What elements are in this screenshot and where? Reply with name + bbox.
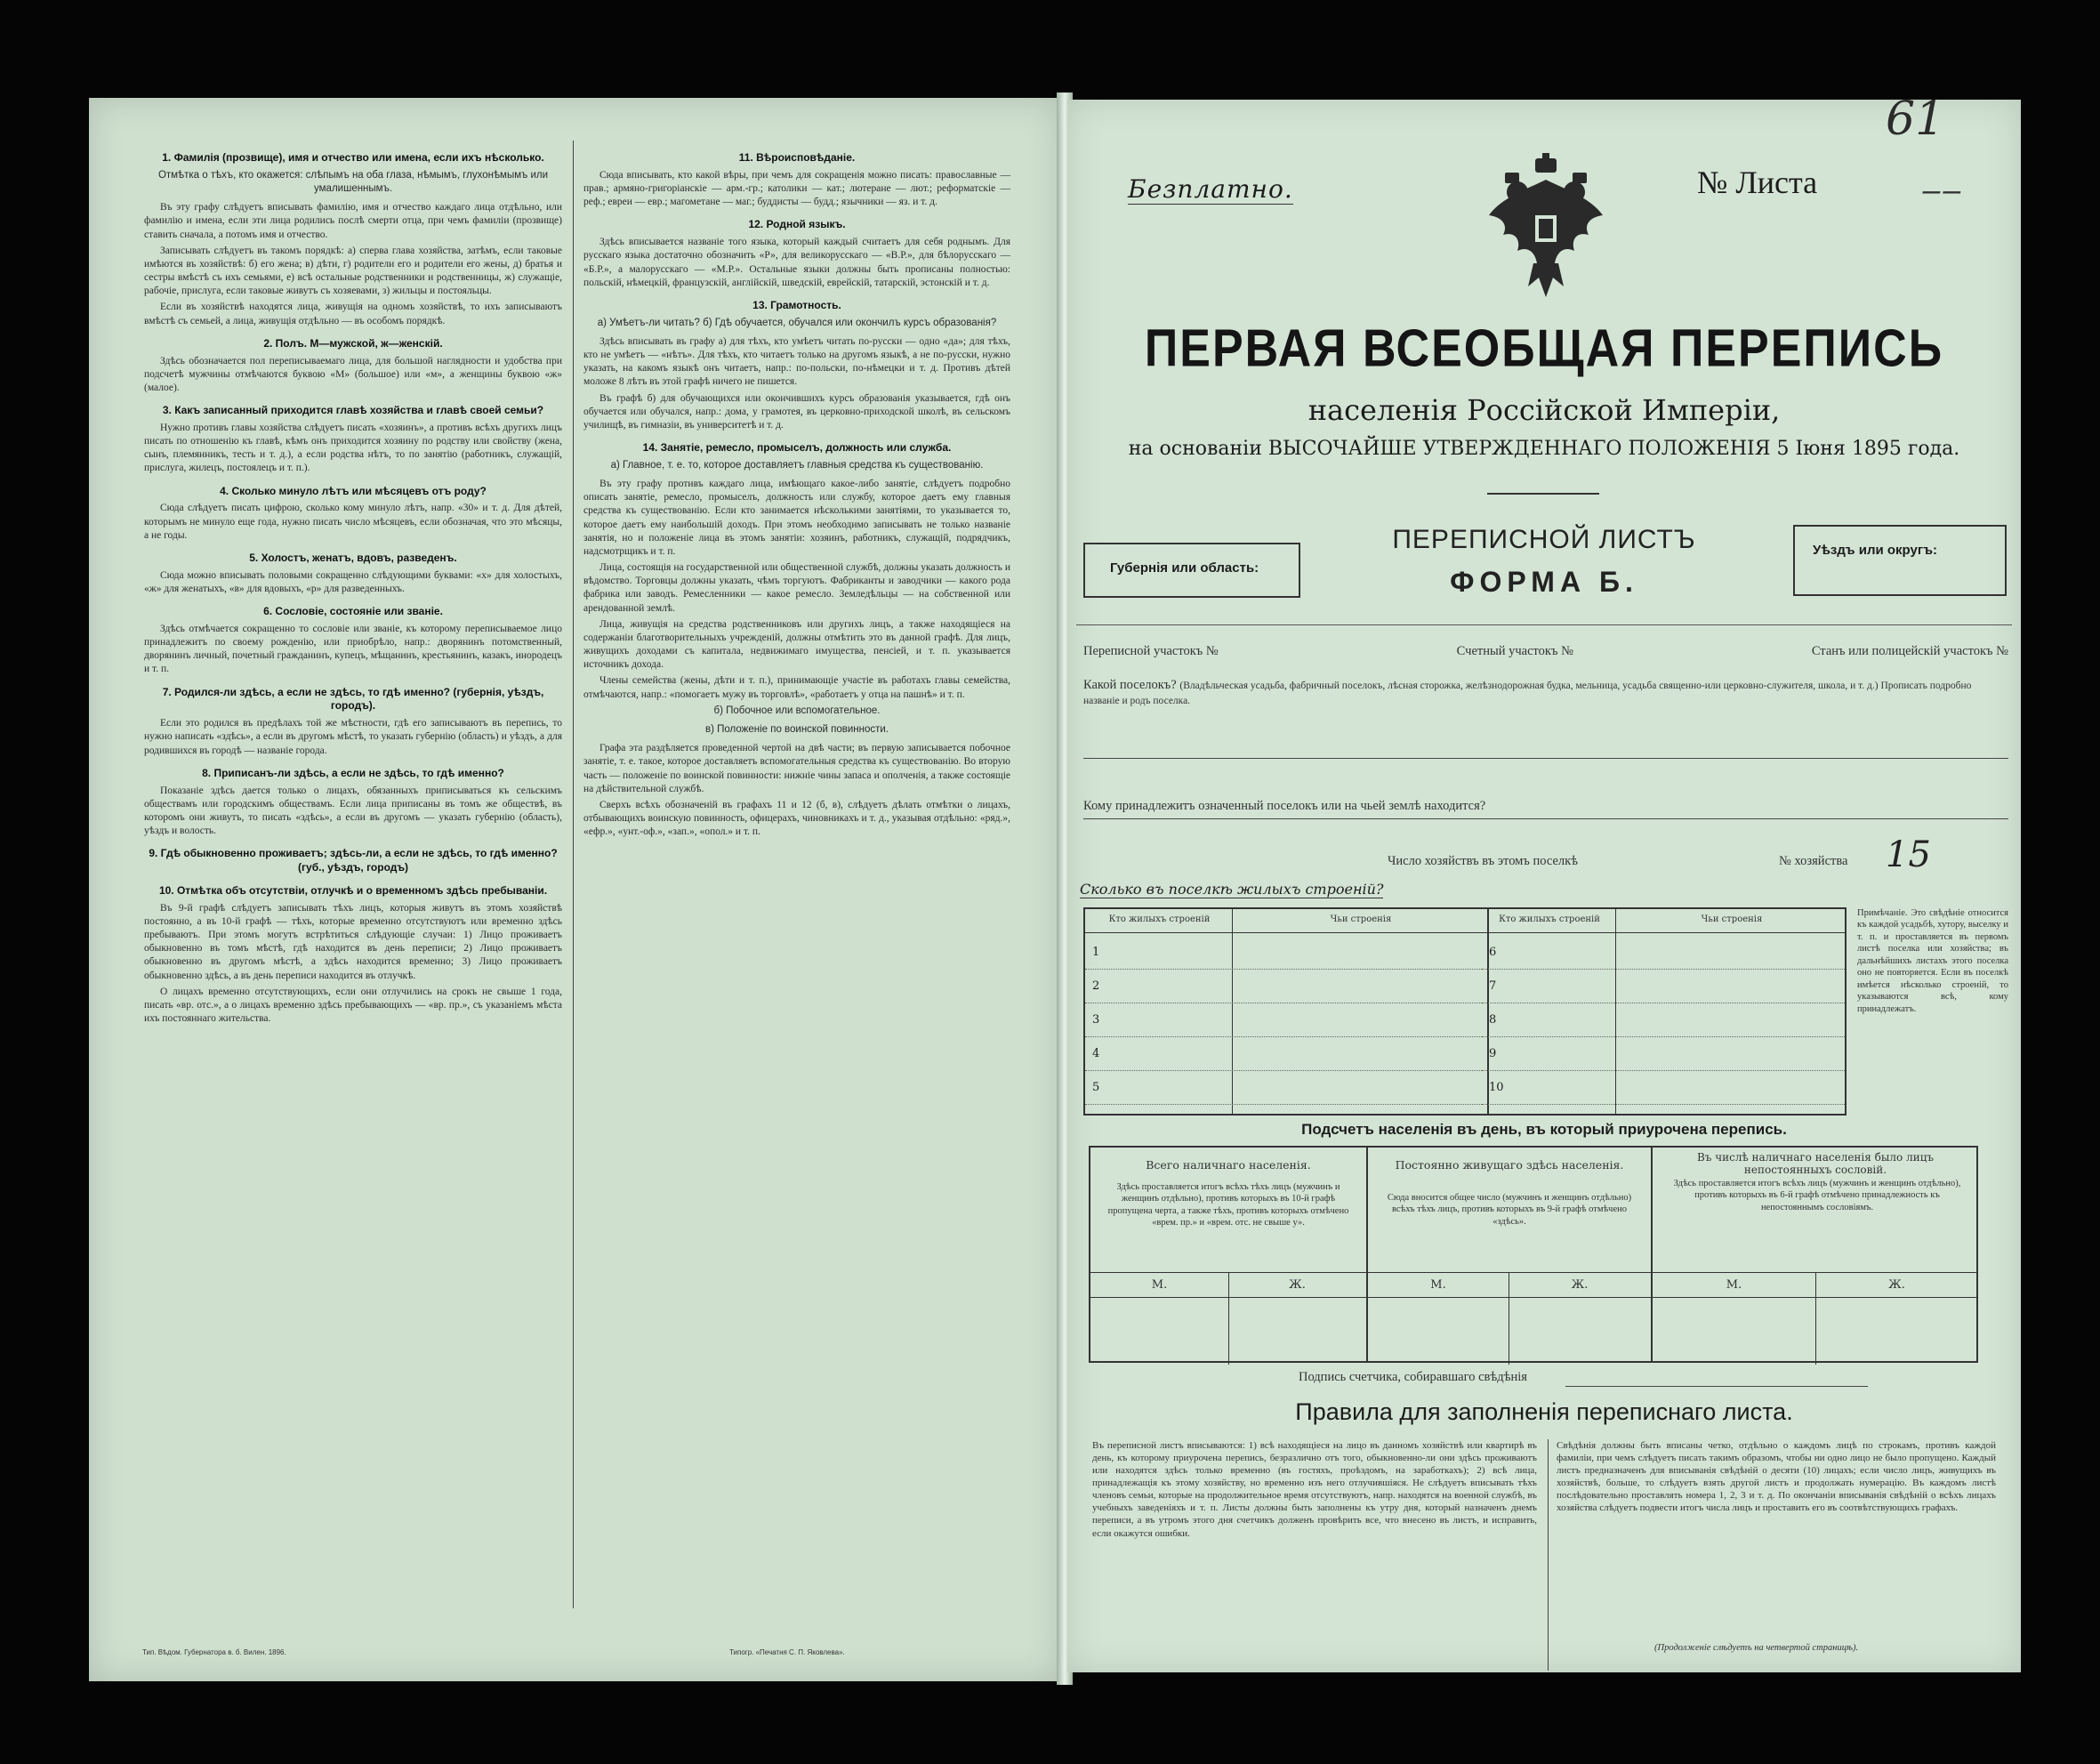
rules-text-right: Свѣдѣнія должны быть вписаны четко, отдѣльно о каждомъ лицѣ по строкамъ, противъ каждой фамиліи, при чемъ слѣдуетъ писать такимъ образомъ, чтобы ни одно лицо не было пропущено. Каждый листъ предназначенъ для вписыванія свѣдѣній о десяти (10) лицахъ; если число лицъ, живущихъ въ хозяйствѣ, больше, то слѣдуетъ взять другой листъ и продолжать нумерацію. Въ каждомъ листѣ послѣдовательно проставлять номера 1, 2, 3 и т. д. По окончаніи вписыванія свѣдѣній о всѣхъ лицахъ хозяйства слѣдуетъ подвести итогъ числа лицъ и проставить его въ соотвѣтствующихъ графахъ. (1557, 1440, 1996, 1514)
section-paragraph: Сюда слѣдуетъ писать цифрою, сколько кому минуло лѣтъ, напр. «30» и т. д. Для дѣтей, которымъ не минуло еще года, нужно писать число мѣсяцевъ, если обозначая, что это мѣсяцы, а не годы. (144, 503, 562, 541)
households-label: Число хозяйствъ въ этомъ поселкѣ (1388, 854, 1579, 868)
section-paragraph: Нужно противъ главы хозяйства слѣдуетъ писать «хозяинъ», а противъ всѣхъ другихъ лицъ писать по отношенію къ главѣ, кѣмъ онъ приходится хозяину по родству или свойству (жена, сынъ, племянникъ, тесть и т. д.), а если родства нѣтъ, то по занятію (работникъ, служащій, прислуга, жилецъ, постоялецъ и т. п.). (144, 422, 562, 474)
section-paragraph: Лица, состоящія на государственной или общественной службѣ, должны указать должность и вѣдомство. Торговцы должны указать, чѣмъ торгуютъ. Фабриканты и заводчики — какого рода фабрика или заводъ. Ремесленники — какое ремесло. Земледѣльцы — на собственной или арендованной землѣ. (583, 562, 1010, 614)
rules-divider (1548, 1439, 1549, 1671)
uezd-label: Уѣздъ или округъ: (1813, 543, 1938, 558)
title-divider (1487, 493, 1599, 495)
count-col1-text: Здѣсь проставляется итогъ всѣхъ тѣхъ лицъ (мужчинъ и женщинъ отдѣльно), противъ которыхъ въ 10-й графѣ пропущена черта, а также тѣхъ, противъ которыхъ отмѣчено «врем. пр.» и «врем. отс. не свыше у». (1107, 1182, 1349, 1228)
count-m-1: М. (1151, 1278, 1168, 1292)
rules-title: Правила для заполненія переписнаго листа. (1295, 1398, 1793, 1425)
section-heading: 9. Гдѣ обыкновенно проживаетъ; здѣсь-ли, а если не здѣсь, то гдѣ именно? (губ., уѣздъ, городъ) (149, 847, 558, 874)
population-count-table (1089, 1146, 1978, 1363)
section-paragraph: Графа эта раздѣляется проведенной чертой на двѣ части; въ первую записывается побочное занятіе, т. е. такое, которое доставляетъ вспомогательныя средства къ существованію. Во вторую часть — положеніе по воинской повинности: нижніе чины запаса и ополченія, а также состоящіе на дѣйствительной службѣ. (583, 743, 1010, 794)
handwritten-page-number: 61 (1886, 93, 1945, 146)
counting-area-label: Счетный участокъ № (1456, 644, 1573, 658)
rules-continue-note: (Продолженіе слѣдуетъ на четвертой страницѣ). (1654, 1643, 1859, 1653)
section-heading: 13. Грамотность. (752, 298, 841, 311)
guberniya-label: Губернія или область: (1110, 560, 1259, 576)
building-row: 4 (1085, 1037, 1487, 1071)
section-heading: 3. Какъ записанный приходится главѣ хозяйства и главѣ своей семьи? (162, 404, 544, 417)
section-paragraph: Сюда вписывать, кто какой вѣры, при чемъ для сокращенія можно писать: православные — прав.; армяно-григоріанскіе — арм.-гр.; католики — кат.; лютеране — лют.; реформатскіе — реф.; евреи — евр.; магометане — маг.; буддисты — будд.; язычники — яз. и т. д. (583, 169, 1010, 208)
buildings-header-whose: Чьи строенія (1330, 914, 1392, 924)
printer-footer-left: Тип. Вѣдом. Губернатора в. б. Вилен. 1896. (142, 1648, 286, 1656)
buildings-header-who-2: Кто жилыхъ строеній (1499, 914, 1600, 924)
section-paragraph: Члены семейства (жены, дѣти и т. п.), принимающіе участіе въ работахъ главы семейства, отмѣчаются, напр.: «помогаетъ мужу въ торговлѣ», «работаетъ у отца на пашнѣ» и т. п. (583, 675, 1010, 700)
section-subheading: а) Главное, т. е. то, которое доставляетъ главныя средства къ существованію. (610, 459, 984, 471)
instructions-column-2 (583, 142, 1010, 842)
count-f-1: Ж. (1289, 1278, 1306, 1292)
count-m-2: М. (1430, 1278, 1446, 1292)
buildings-table-left (1083, 907, 1489, 1116)
uezd-box (1793, 525, 2007, 596)
building-row: 9 (1482, 1037, 1845, 1071)
count-heading: Подсчетъ населенія въ день, въ который приурочена перепись. (1301, 1121, 1787, 1138)
count-col3-title: Въ числѣ наличнаго населенія было лицъ непостоянныхъ сословій. (1696, 1151, 1935, 1176)
section-heading: 5. Холостъ, женатъ, вдовъ, разведенъ. (249, 551, 457, 564)
section-paragraph: Если это родился въ предѣлахъ той же мѣстности, гдѣ его записываютъ въ перепись, то нужно написать «здѣсь», а если въ другомъ мѣстѣ, то указать губернію (область) и уѣздъ, а для родившихся въ городѣ — названіе города. (144, 718, 562, 756)
police-area-label: Станъ или полицейскій участокъ № (1811, 644, 2008, 658)
sheet-number-handwritten: ‒‒ (1921, 173, 1962, 209)
settlement-hint: (Владѣльческая усадьба, фабричный поселокъ, лѣсная сторожка, желѣзнодорожная будка, мельница, усадьба священно-или церковно-служителя, школа, и т. д.) Прописать подробно названіе и родъ поселка. (1083, 681, 1972, 706)
count-col3-text: Здѣсь проставляется итогъ всѣхъ лицъ (мужчинъ и женщинъ отдѣльно), противъ которыхъ въ 6-й графѣ отмѣчено принадлежность къ непостояннымъ сословіямъ. (1673, 1179, 1961, 1212)
section-heading: 7. Родился-ли здѣсь, а если не здѣсь, то гдѣ именно? (губернія, уѣздъ, городъ). (162, 685, 544, 713)
section-heading: 12. Родной языкъ. (748, 218, 846, 231)
section-paragraph: Здѣсь вписывается названіе того языка, который каждый считаетъ для себя роднымъ. Для русскаго языка достаточно обозначить «Р», для великорусскаго — «В.Р.», для бѣлорусскаго — «Б.Р.», а малорусскаго — «М.Р.». Остальные языки должны быть прописаны полностью: польскій, нѣмецкій, французскій, англійскій, шведскій, еврейскій, татарскій, эстонскій и т. д. (583, 237, 1010, 288)
building-row: 8 (1482, 1003, 1845, 1037)
section-paragraph: Здѣсь отмѣчается сокращенно то сословіе или званіе, къ которому переписываемое лицо принадлежитъ по своему рожденію, или приобрѣло, напр.: дворянинъ потомственный, дворянинъ личный, почетный гражданинъ, купецъ, мѣщанинъ, крестьянинъ, казакъ, инородецъ и т. п. (144, 623, 562, 675)
building-row: 6 (1482, 936, 1845, 970)
settlement-label: Какой поселокъ? (1083, 678, 1177, 692)
count-f-2: Ж. (1571, 1278, 1589, 1292)
rules-text-left: Въ переписной листъ вписываются: 1) всѣ находящіеся на лицо въ данномъ хозяйствѣ или квартирѣ въ день, къ которому приурочена перепись, безразлично отъ того, обыкновенно-ли они здѣсь проживаютъ или находятся здѣсь только временно (въ гостяхъ, проѣздомъ, на заработкахъ); 2) всѣ лица, принадлежащія къ этому хозяйству, но временно изъ него отлучившіяся. Не слѣдуетъ вписывать тѣхъ членовъ семьи, которые на продолжительное время отсутствуютъ, напр. находятся на военной службѣ, въ учебныхъ заведеніяхъ и т. п. Листы должны быть заполнены къ утру дня, который назначенъ днемъ переписи, а въ утромъ этого дня счетчикъ долженъ провѣрить все, что внесено въ листъ, и исправить, если окажутся ошибки. (1092, 1440, 1537, 1539)
printer-footer-right: Типогр. «Печатня С. П. Яковлева». (729, 1648, 845, 1656)
section-subheading: б) Побочное или вспомогательное. (713, 705, 881, 716)
section-paragraph: Записывать слѣдуетъ въ такомъ порядкѣ: а) сперва глава хозяйства, затѣмъ, если таковые имѣются въ хозяйствѣ: б) его жена; в) дѣти, г) родители его и родители его жены, д) братья и сестры вмѣстѣ съ ихъ семьями, е) всѣ остальные родственники и родственницы, ж) служащіе, рабочіе, прислуга, если таковые живутъ съ хозяевами, з) жильцы и постояльцы. (144, 245, 562, 297)
count-m-3: М. (1726, 1278, 1742, 1292)
sheet-number-label: № Листа (1697, 165, 1818, 200)
column-divider (573, 141, 574, 1608)
settlement-answer-line (1083, 758, 2008, 759)
section-paragraph: Показаніе здѣсь дается только о лицахъ, обязанныхъ приписываться къ сельскимъ обществамъ или городскимъ обществамъ. Если лица приписаны въ томъ же обществѣ, въ которомъ они живутъ, то писать «здѣсь», а если въ другомъ — указать губернію (область), уѣздъ и волость. (144, 785, 562, 837)
census-decree: на основаніи ВЫСОЧАЙШЕ УТВЕРЖДЕННАГО ПОЛОЖЕНІЯ 5 Іюня 1895 года. (1128, 438, 1960, 460)
section-heading: 14. Занятіе, ремесло, промыселъ, должность или служба. (642, 441, 952, 455)
section-heading: 11. Вѣроисповѣданіе. (738, 151, 856, 164)
owner-answer-line (1083, 818, 2008, 819)
imperial-eagle-emblem (1484, 153, 1608, 304)
building-row: 10 (1482, 1071, 1845, 1105)
household-no-label: № хозяйства (1779, 854, 1848, 868)
building-row: 7 (1482, 970, 1845, 1003)
owner-question: Кому принадлежитъ означенный поселокъ или на чьей землѣ находится? (1083, 799, 1486, 813)
count-col1-title: Всего наличнаго населенія. (1146, 1158, 1311, 1172)
buildings-note: Примѣчаніе. Это свѣдѣніе относится къ каждой усадьбѣ, хутору, выселку и т. п. и проставляется въ первомъ листѣ поселка или хозяйства; въ дальнѣйшихъ листахъ этого поселка оно не повторяется. Если въ поселкѣ имѣется нѣсколько строеній, то указываются всѣ, кому принадлежатъ. (1857, 908, 2008, 1014)
counter-signature-label: Подпись счетчика, собиравшаго свѣдѣнія (1299, 1370, 1527, 1384)
count-col2-title: Постоянно живущаго здѣсь населенія. (1395, 1158, 1624, 1172)
section-subheading: Отмѣтка о тѣхъ, кто окажется: слѣпымъ на оба глаза, нѣмымъ, глухонѣмымъ или умалишеннымъ. (157, 169, 549, 194)
census-area-label: Переписной участокъ № (1083, 644, 1219, 658)
household-no-value: 15 (1886, 834, 1931, 875)
section-heading: 6. Сословіе, состояніе или званіе. (263, 605, 443, 618)
section-heading: 4. Сколько минуло лѣтъ или мѣсяцевъ отъ роду? (220, 484, 487, 497)
left-page (89, 98, 1060, 1681)
right-page (1067, 93, 2021, 1672)
section-heading: 2. Полъ. М—мужской, ж—женскій. (263, 336, 443, 350)
district-line (1083, 644, 2008, 659)
section-paragraph: Въ эту графу слѣдуетъ вписывать фамилію, имя и отчество каждаго лица отдѣльно, или фамилію и имена, если эти лица родились послѣ смерти отца, при чемъ фамиліи (прозвище) ставить сначала, а потомъ имя и отчество. (144, 202, 562, 240)
settlement-question (1083, 678, 2008, 708)
counter-signature-line (1565, 1386, 1868, 1387)
census-subtitle: населенія Россійской Имперіи, (1307, 393, 1781, 427)
buildings-heading: Сколько въ поселкѣ жилыхъ строеній? (1080, 881, 1384, 898)
section-heading: 1. Фамилія (прозвище), имя и отчество или имена, если ихъ нѣсколько. (162, 151, 544, 164)
buildings-table-right (1482, 907, 1847, 1116)
section-paragraph: Сюда можно вписывать половыми сокращенно слѣдующими буквами: «х» для холостыхъ, «ж» для женатыхъ, «в» для вдовыхъ, «р» для разведенныхъ. (144, 569, 562, 594)
section-paragraph: Сверхъ всѣхъ обозначеній въ графахъ 11 и 12 (б, в), слѣдуетъ дѣлать отмѣтки о лицахъ, отбывающихъ воинскую повинность, офицерахъ, чиновникахъ и т. д., указывая отдѣльно: «ряд.», «ефр.», «унт.-оф.», «зап.», «опол.» и т. п. (583, 799, 1010, 838)
section-paragraph: Въ эту графу противъ каждаго лица, имѣющаго какое-либо занятіе, слѣдуетъ подробно описать занятіе, ремесло, промыселъ, должность или службу, которое даетъ ему главныя средства къ существованію. Если кто занимается нѣсколькими занятіями, то указывается то, которое даетъ ему наибольшій доходъ. При этомъ необходимо записывать не только названіе занятія, но и положеніе лица въ этомъ занятіи: хозяинъ, работникъ, служащій, подрядчикъ, надсмотрщикъ и т. п. (583, 479, 1010, 557)
form-name: ПЕРЕПИСНОЙ ЛИСТЪ (1392, 525, 1696, 554)
section-paragraph: Если въ хозяйствѣ находятся лица, живущія на одномъ хозяйствѣ, то ихъ записываютъ вмѣстѣ съ семьей, а лица, живущія отдѣльно — въ особомъ порядкѣ. (144, 302, 562, 326)
section-paragraph: О лицахъ временно отсутствующихъ, если они отлучились на срокъ не свыше 1 года, писать «вр. отс.», а о лицахъ временно здѣсь пребывающихъ — «вр. пр.», съ указаніемъ мѣста ихъ постояннаго жительства. (144, 986, 562, 1025)
section-paragraph: Здѣсь вписывать въ графу а) для тѣхъ, кто умѣетъ читать по-русски — одно «да»; для тѣхъ, кто не умѣетъ — «нѣтъ». Для тѣхъ, кто читаетъ только на другомъ языкѣ, а не по-русски, нужно указать, на какомъ языкѣ онъ читаетъ, напр.: по-польски, по-нѣмецки и т. д. Противъ дѣтей моложе 8 лѣтъ въ этой графѣ ничего не пишется. (583, 335, 1010, 388)
section-paragraph: Лица, живущія на средства родственниковъ или другихъ лицъ, а также находящіеся на содержаніи благотворительныхъ учрежденій, должны отмѣтить это въ данной графѣ. Для лицъ, живущихъ доходами съ капитала, недвижимаго имущества, пенсіей, и т. п. указывается источникъ дохода. (583, 618, 1010, 671)
building-row: 3 (1085, 1003, 1487, 1037)
instructions-column-1 (144, 142, 562, 1028)
building-row: 1 (1085, 936, 1487, 970)
section-paragraph: Здѣсь обозначается пол переписываемаго лица, для большой наглядности и удобства при подсчетѣ мужчины отмѣчаются буквою «М» (большое) или «м», а женщины буквою «ж» (малое). (144, 355, 562, 393)
section-heading: 10. Отмѣтка объ отсутствіи, отлучкѣ и о временномъ здѣсь пребываніи. (158, 883, 548, 897)
header-rule (1076, 624, 2012, 625)
buildings-header-whose-2: Чьи строенія (1701, 914, 1763, 924)
building-row: 5 (1085, 1071, 1487, 1105)
buildings-header-who: Кто жилыхъ строеній (1108, 914, 1211, 924)
form-type: ФОРМА Б. (1450, 566, 1638, 598)
section-subheading: в) Положеніе по воинской повинности. (704, 723, 889, 735)
section-subheading: а) Умѣетъ-ли читать? б) Гдѣ обучается, обучался или окончилъ курсъ образованія? (597, 317, 997, 328)
census-title: ПЕРВАЯ ВСЕОБЩАЯ ПЕРЕПИСЬ (1144, 318, 1944, 379)
count-f-3: Ж. (1888, 1278, 1905, 1292)
section-paragraph: Въ графѣ б) для обучающихся или окончившихъ курсъ образованія указывается, гдѣ онъ обучается или обучался, напр.: дома, у грамотея, въ церковно-приходской школѣ, въ сельскомъ училищѣ, въ гимназіи, въ университетѣ и т. д. (583, 392, 1010, 431)
building-row: 2 (1085, 970, 1487, 1003)
section-heading: 8. Приписанъ-ли здѣсь, а если не здѣсь, то гдѣ именно? (202, 766, 504, 779)
free-label: Безплатно. (1128, 174, 1293, 204)
count-col2-text: Сюда вносится общее число (мужчинъ и женщинъ отдѣльно) всѣхъ тѣхъ лицъ, противъ которыхъ въ 9-й графѣ отмѣчено «здѣсь». (1387, 1193, 1632, 1227)
section-paragraph: Въ 9-й графѣ слѣдуетъ записывать тѣхъ лицъ, которыя живутъ въ этомъ хозяйствѣ постоянно, а въ 10-й графѣ — тѣхъ, которые временно отсутствуютъ или временно здѣсь пребываютъ. При этомъ могутъ встрѣтиться слѣдующіе случаи: 1) Лицо проживаетъ обыкновенно въ томъ мѣстѣ, гдѣ находится въ день переписи; 2) Лицо проживаетъ обыкновенно въ другомъ мѣстѣ, а здѣсь находится временно; 3) Лицо проживаетъ обыкновенно здѣсь, а въ день переписи находится въ отлучкѣ. (144, 902, 562, 981)
